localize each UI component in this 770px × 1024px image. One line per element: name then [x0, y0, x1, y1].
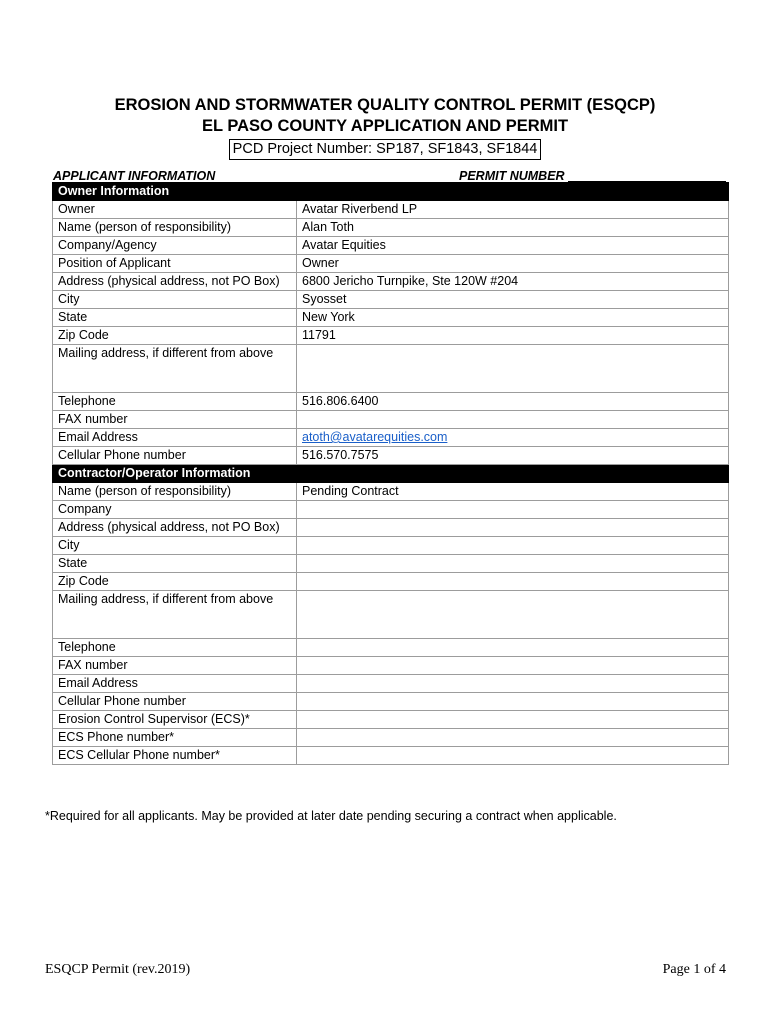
permit-number-label: PERMIT NUMBER: [459, 169, 565, 183]
field-label: Zip Code: [53, 573, 297, 591]
ecs-cellular-field[interactable]: [297, 747, 729, 765]
form-row: [53, 273, 729, 291]
field-label: Email Address: [53, 429, 297, 447]
field-label: Company/Agency: [53, 237, 297, 255]
contractor-information-header: [53, 465, 729, 483]
ecs-phone-field[interactable]: [297, 729, 729, 747]
field-label: Cellular Phone number: [53, 447, 297, 465]
footer-form-revision: ESQCP Permit (rev.2019): [45, 962, 191, 977]
contractor-city-field[interactable]: [297, 537, 729, 555]
contractor-company-field[interactable]: [297, 501, 729, 519]
document-title: EROSION AND STORMWATER QUALITY CONTROL PERMIT (ESQCP): [114, 96, 656, 114]
owner-state-field[interactable]: New York: [297, 309, 729, 327]
owner-company-field[interactable]: Avatar Equities: [297, 237, 729, 255]
section-heading: Owner Information: [53, 183, 297, 201]
contractor-state-field[interactable]: [297, 555, 729, 573]
form-row: [53, 693, 729, 711]
form-row: [53, 729, 729, 747]
field-label: State: [53, 309, 297, 327]
field-label: FAX number: [53, 411, 297, 429]
form-row: [53, 501, 729, 519]
field-label: Name (person of responsibility): [53, 219, 297, 237]
owner-fax-field[interactable]: [297, 411, 729, 429]
contractor-mailing-address-field[interactable]: [297, 591, 729, 639]
field-label: Name (person of responsibility): [53, 483, 297, 501]
owner-field[interactable]: Avatar Riverbend LP: [297, 201, 729, 219]
form-row: [53, 555, 729, 573]
owner-email-field: [297, 429, 729, 447]
owner-information-header: [53, 183, 729, 201]
form-row: [53, 537, 729, 555]
owner-name-field[interactable]: Alan Toth: [297, 219, 729, 237]
contractor-telephone-field[interactable]: [297, 639, 729, 657]
form-row: [53, 747, 729, 765]
form-row: [53, 447, 729, 465]
owner-telephone-field[interactable]: 516.806.6400: [297, 393, 729, 411]
form-row: [53, 219, 729, 237]
contractor-email-field[interactable]: [297, 675, 729, 693]
owner-position-field[interactable]: Owner: [297, 255, 729, 273]
field-label: City: [53, 291, 297, 309]
owner-cellular-field[interactable]: 516.570.7575: [297, 447, 729, 465]
project-number-box: PCD Project Number: SP187, SF1843, SF1844: [229, 139, 542, 160]
form-row: [53, 255, 729, 273]
form-row: [53, 519, 729, 537]
field-label: Mailing address, if different from above: [53, 591, 297, 639]
form-row: [53, 429, 729, 447]
applicant-information-label: APPLICANT INFORMATION: [53, 169, 216, 183]
contractor-zip-field[interactable]: [297, 573, 729, 591]
field-label: Erosion Control Supervisor (ECS)*: [53, 711, 297, 729]
form-row: [53, 393, 729, 411]
ecs-field[interactable]: [297, 711, 729, 729]
form-row: [53, 237, 729, 255]
field-label: Company: [53, 501, 297, 519]
field-label: Mailing address, if different from above: [53, 345, 297, 393]
contractor-cellular-field[interactable]: [297, 693, 729, 711]
contractor-fax-field[interactable]: [297, 657, 729, 675]
contractor-name-field[interactable]: Pending Contract: [297, 483, 729, 501]
form-row: [53, 657, 729, 675]
footnote: *Required for all applicants. May be provided at later date pending securing a contract when applicable.: [45, 809, 617, 823]
form-row: [53, 201, 729, 219]
field-label: Telephone: [53, 393, 297, 411]
owner-city-field[interactable]: Syosset: [297, 291, 729, 309]
form-row: [53, 309, 729, 327]
form-row: [53, 639, 729, 657]
owner-email-link[interactable]: atoth@avatarequities.com: [302, 430, 448, 444]
form-row: [53, 591, 729, 639]
owner-mailing-address-field[interactable]: [297, 345, 729, 393]
form-row: [53, 291, 729, 309]
form-row: [53, 411, 729, 429]
field-label: Position of Applicant: [53, 255, 297, 273]
field-label: ECS Phone number*: [53, 729, 297, 747]
contractor-address-field[interactable]: [297, 519, 729, 537]
field-label: City: [53, 537, 297, 555]
form-row: [53, 327, 729, 345]
owner-zip-field[interactable]: 11791: [297, 327, 729, 345]
form-row: [53, 675, 729, 693]
field-label: Owner: [53, 201, 297, 219]
form-row: [53, 483, 729, 501]
footer-page-number: Page 1 of 4: [662, 962, 726, 977]
document-subtitle: EL PASO COUNTY APPLICATION AND PERMIT: [201, 117, 569, 135]
field-label: Cellular Phone number: [53, 693, 297, 711]
section-heading: Contractor/Operator Information: [53, 465, 297, 483]
field-label: State: [53, 555, 297, 573]
owner-address-field[interactable]: 6800 Jericho Turnpike, Ste 120W #204: [297, 273, 729, 291]
form-row: [53, 573, 729, 591]
field-label: Telephone: [53, 639, 297, 657]
field-label: Address (physical address, not PO Box): [53, 273, 297, 291]
field-label: Address (physical address, not PO Box): [53, 519, 297, 537]
applicant-form-table: [52, 182, 729, 765]
field-label: Zip Code: [53, 327, 297, 345]
field-label: Email Address: [53, 675, 297, 693]
field-label: FAX number: [53, 657, 297, 675]
form-row: [53, 711, 729, 729]
form-row: [53, 345, 729, 393]
field-label: ECS Cellular Phone number*: [53, 747, 297, 765]
